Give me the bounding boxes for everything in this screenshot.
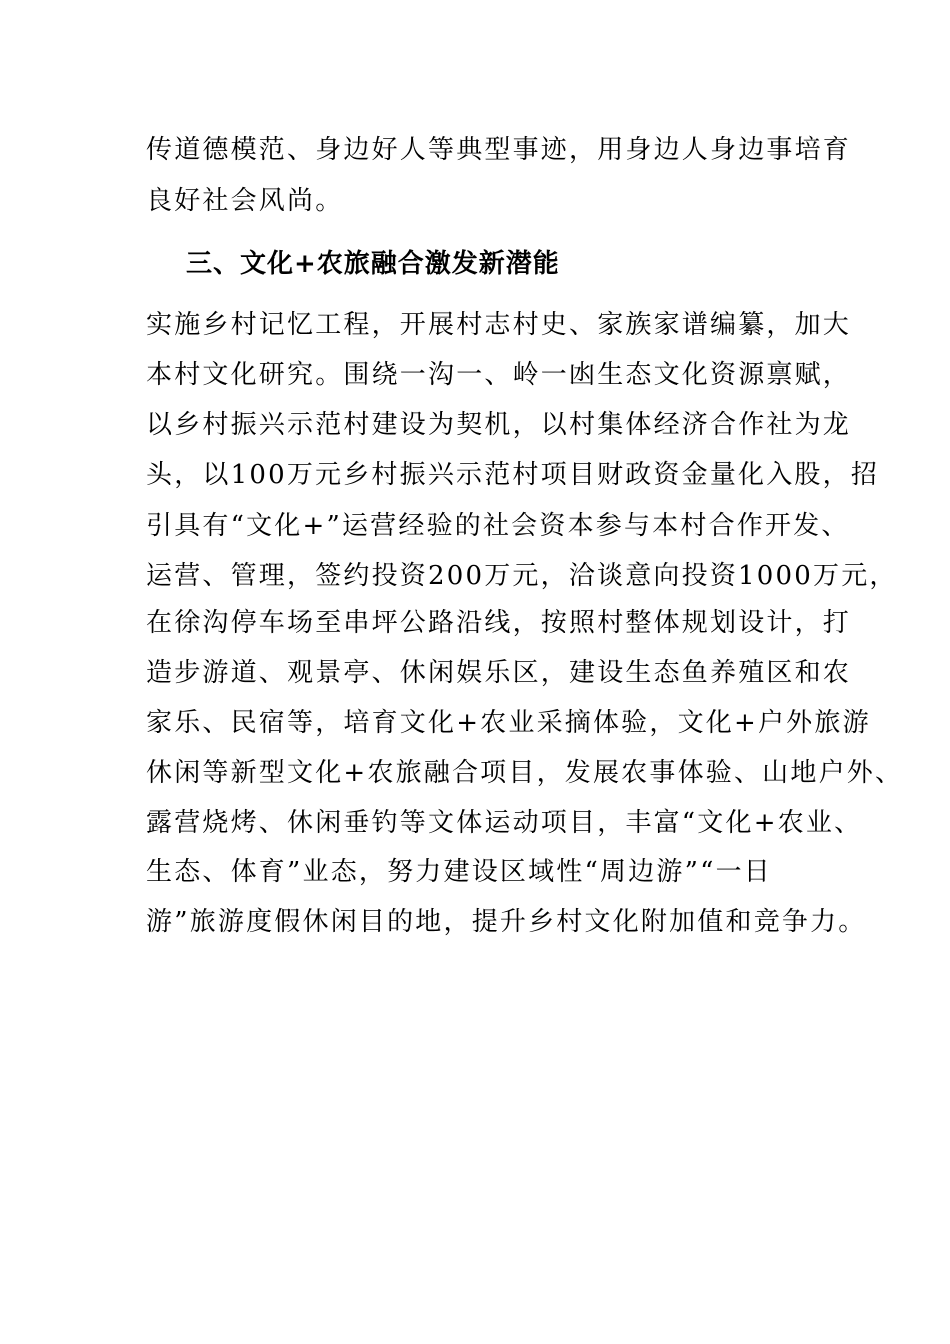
body-line-7: 在徐沟停车场至串坪公路沿线，按照村整体规划设计，打 bbox=[146, 608, 852, 638]
section-heading: 三、文化+农旅融合激发新潜能 bbox=[186, 249, 560, 279]
body-line-13: 游”旅游度假休闲目的地，提升乡村文化附加值和竞争力。 bbox=[146, 907, 867, 937]
continuation-line-2: 良好社会风尚。 bbox=[146, 186, 344, 216]
body-line-2: 本村文化研究。围绕一沟一、岭一凼生态文化资源禀赋， bbox=[146, 360, 852, 390]
body-line-9: 家乐、民宿等，培育文化+农业采摘体验，文化+户外旅游 bbox=[146, 708, 871, 738]
body-line-5: 引具有“文化+”运营经验的社会资本参与本村合作开发、 bbox=[146, 511, 850, 541]
body-line-10: 休闲等新型文化+农旅融合项目，发展农事体验、山地户外、 bbox=[146, 758, 904, 788]
continuation-line-1: 传道德模范、身边好人等典型事迹，用身边人身边事培育 bbox=[146, 135, 852, 165]
body-line-3: 以乡村振兴示范村建设为契机，以村集体经济合作社为龙 bbox=[146, 410, 852, 440]
body-line-11: 露营烧烤、休闲垂钓等文体运动项目，丰富“文化+农业、 bbox=[146, 808, 863, 838]
body-line-4: 头，以100万元乡村振兴示范村项目财政资金量化入股，招 bbox=[146, 460, 880, 490]
body-line-6: 运营、管理，签约投资200万元，洽谈意向投资1000万元， bbox=[146, 561, 898, 591]
body-line-12: 生态、体育”业态，努力建设区域性“周边游”“一日 bbox=[146, 857, 772, 887]
body-line-1: 实施乡村记忆工程，开展村志村史、家族家谱编纂，加大 bbox=[146, 310, 852, 340]
body-line-8: 造步游道、观景亭、休闲娱乐区，建设生态鱼养殖区和农 bbox=[146, 658, 852, 688]
